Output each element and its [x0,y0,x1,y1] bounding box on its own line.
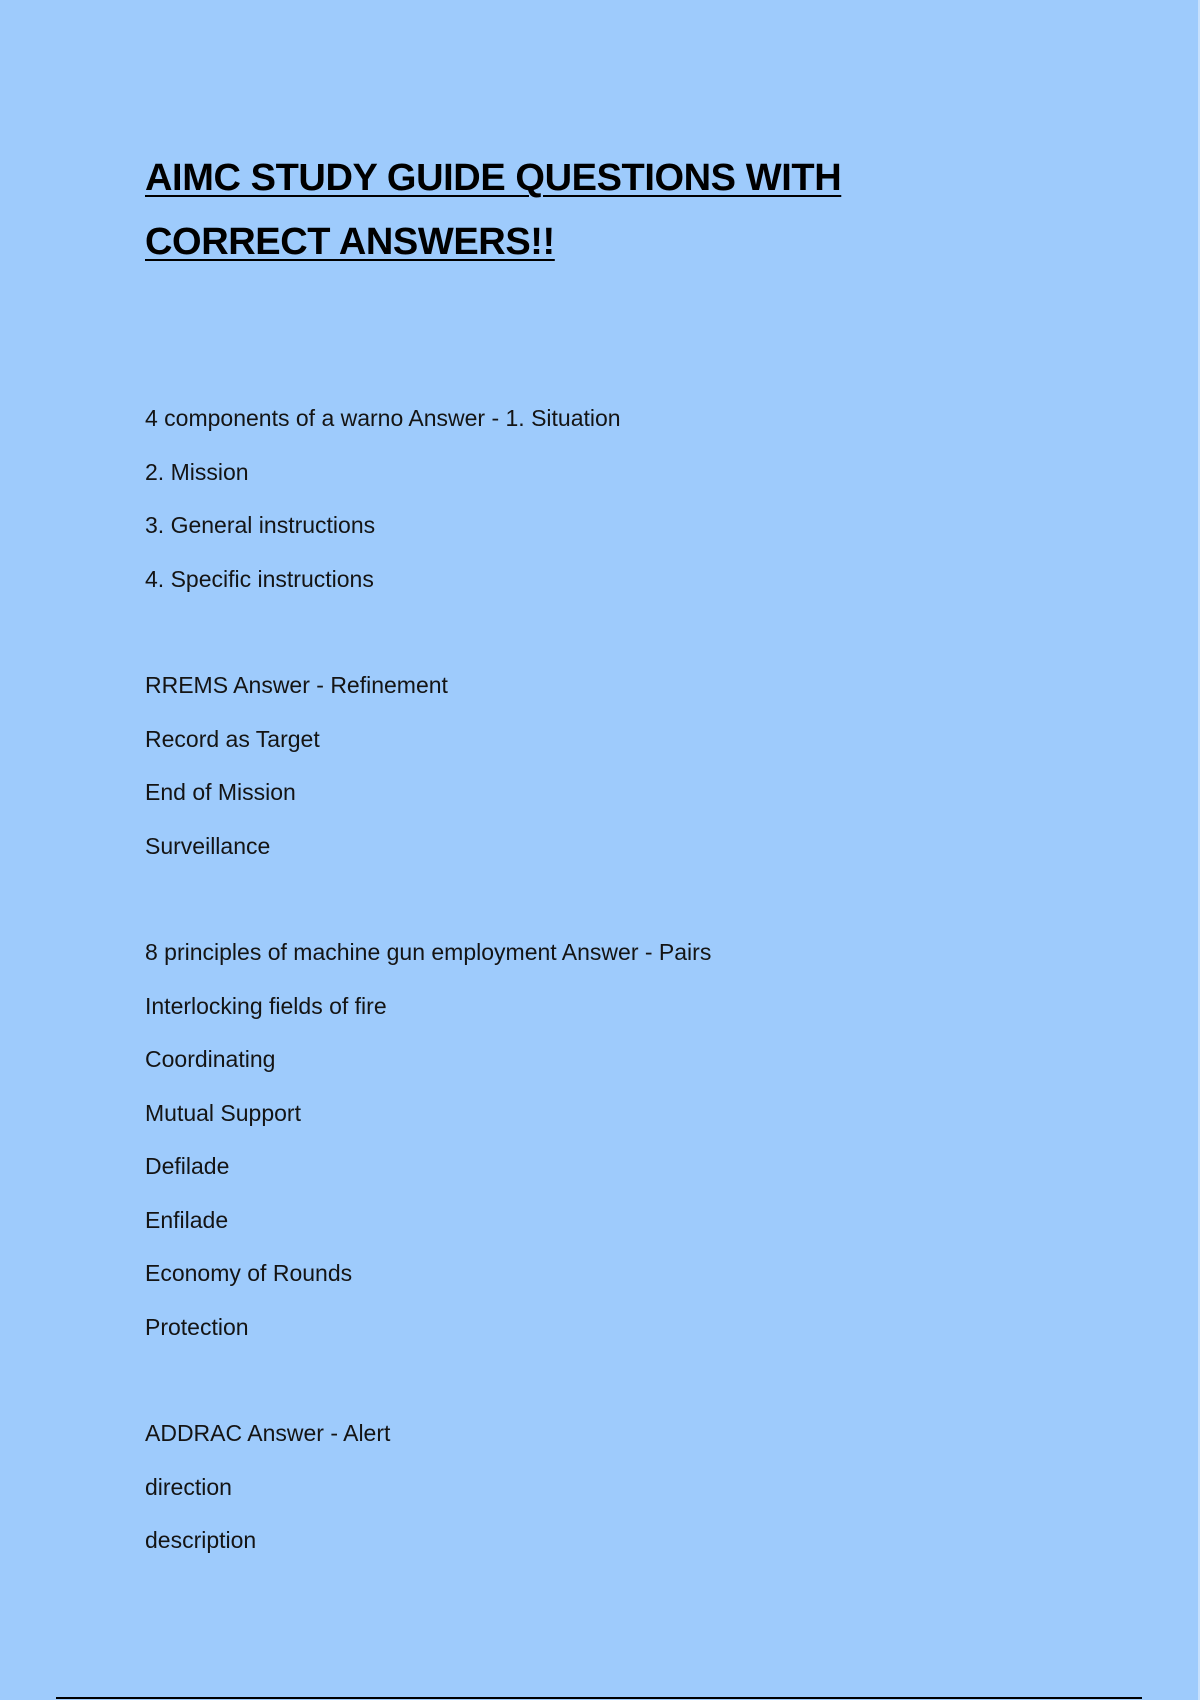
qa-question-line: 8 principles of machine gun employment Answer - Pairs [145,939,712,965]
footer-rule [56,1697,1142,1699]
document-title [145,146,1105,274]
qa-block-rrems [145,659,1105,873]
qa-answer-line: Interlocking fields of fire [145,992,387,1019]
qa-answer-line: Protection [145,1313,249,1340]
qa-answer-line: Record as Target [145,725,320,752]
qa-answer-line: Coordinating [145,1046,276,1072]
document-content [145,146,1105,1621]
qa-answer-line: Surveillance [145,832,271,859]
title-line-2: CORRECT ANSWERS!! [145,221,555,263]
title-line-1: AIMC STUDY GUIDE QUESTIONS WITH [145,157,842,199]
qa-answer-line: Economy of Rounds [145,1260,353,1286]
qa-block-addrac [145,1407,1105,1568]
qa-answer-line: Defilade [145,1153,230,1179]
qa-answer-line: End of Mission [145,779,296,805]
qa-answer-line: Enfilade [145,1206,229,1233]
qa-answer-line: direction [145,1473,232,1500]
qa-question-line: 4 components of a warno Answer - 1. Situation [145,405,621,431]
qa-answer-line: 3. General instructions [145,512,376,538]
qa-question-line: ADDRAC Answer - Alert [145,1420,391,1446]
qa-question-line: RREMS Answer - Refinement [145,672,448,698]
qa-answer-line: description [145,1527,257,1553]
qa-block-warno [145,392,1105,606]
qa-list [145,392,1105,1568]
qa-answer-line: 4. Specific instructions [145,565,374,592]
qa-block-machine-gun [145,926,1105,1354]
qa-answer-line: 2. Mission [145,458,249,485]
qa-answer-line: Mutual Support [145,1099,301,1126]
